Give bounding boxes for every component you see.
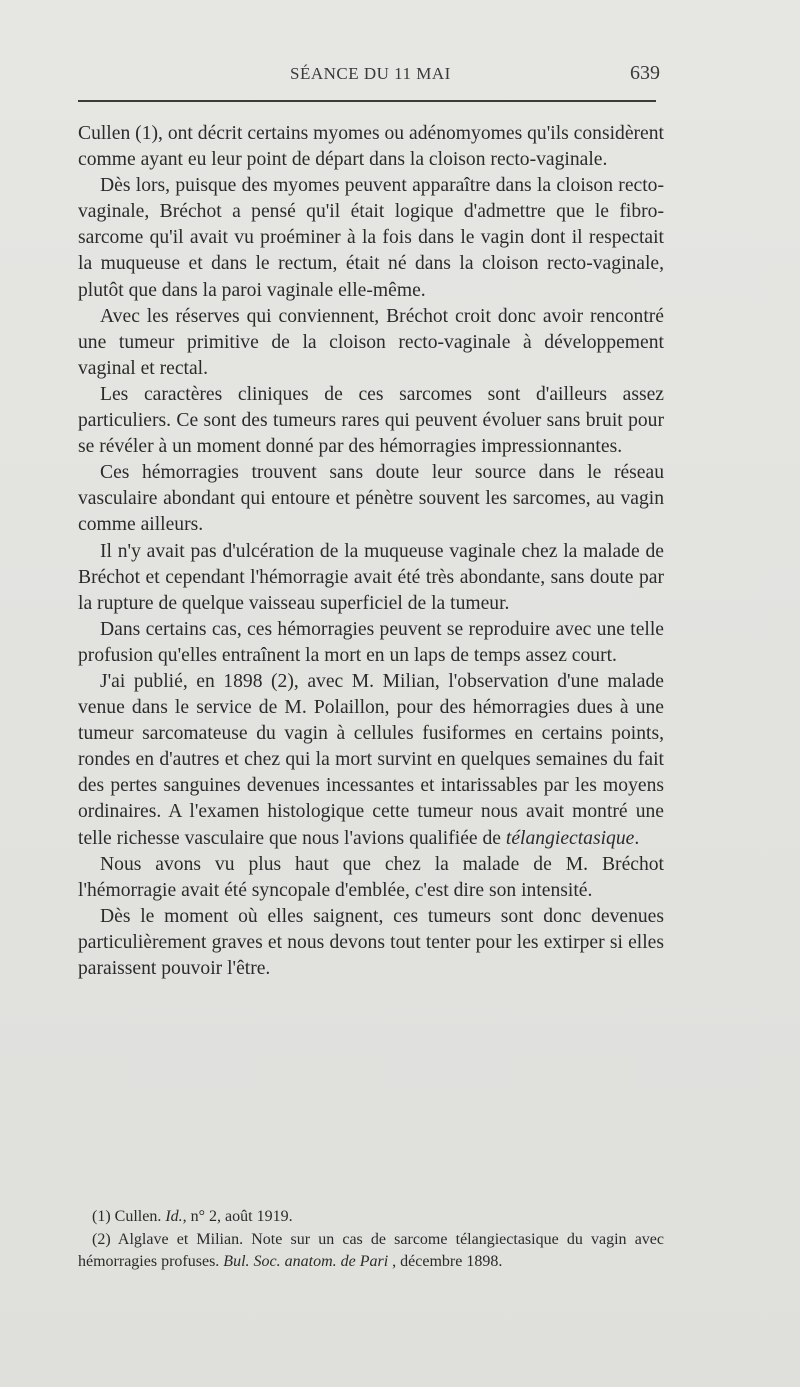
page-header	[0, 60, 800, 90]
footnote-2-end: , décembre 1898.	[392, 1253, 503, 1270]
paragraph-6: Il n'y avait pas d'ulcération de la muqueuse vaginale chez la malade de Bréchot et cependant l'hémorragie avait été très abondante, sans doute par la rupture de quelque vaisseau superficiel de la tumeur.	[78, 540, 664, 614]
paragraph-4: Les caractères cliniques de ces sarcomes sont d'ailleurs assez particuliers. Ce sont des tumeurs rares qui peuvent évoluer sans bruit pour se révéler à un moment donné par des hémorragies impressionnantes.	[78, 383, 664, 458]
paragraph-8-text: J'ai publié, en 1898 (2), avec M. Milian, l'observation d'une malade venue dans le service de M. Polaillon, pour des hémorragies dues à une tumeur sarcomateuse du vagin à cellules fusiformes en certains points, rondes en d'autres et chez qui la mort survint en quelques semaines du fait des pertes sanguines devenues incessantes et intarissables par les moyens ordinaires. A l'examen histologique cette tumeur nous avait montré une telle richesse vasculaire que nous l'avions qualifiée de	[78, 670, 664, 849]
footnote-1-end: , n° 2, août 1919.	[182, 1208, 293, 1225]
header-rule	[78, 100, 656, 102]
paragraph-8	[78, 669, 664, 852]
running-title: SÉANCE DU 11 MAI	[290, 64, 451, 83]
footnote-2	[78, 1229, 664, 1274]
paragraph-8-end: .	[634, 827, 640, 849]
body-text	[78, 121, 664, 982]
paragraph-10: Dès le moment où elles saignent, ces tumeurs sont donc devenues particulièrement graves et nous devons tout tenter pour les extirper si elles paraissent pouvoir l'être.	[78, 905, 664, 979]
paragraph-1: Cullen (1), ont décrit certains myomes ou adénomyomes qu'ils considèrent comme ayant eu leur point de départ dans la cloison recto-vaginale.	[78, 123, 664, 171]
page-number: 639	[630, 62, 660, 84]
paragraph-3: Avec les réserves qui conviennent, Bréchot croit donc avoir rencontré une tumeur primitive de la cloison recto-vaginale à développement vaginal et rectal.	[78, 305, 664, 379]
paragraph-8-italic-term: télangiectasique	[505, 827, 635, 849]
footnote-1-text: (1) Cullen.	[92, 1208, 162, 1225]
paragraph-9: Nous avons vu plus haut que chez la malade de M. Bréchot l'hémorragie avait été syncopale d'emblée, c'est dire son intensité.	[78, 853, 664, 901]
paragraph-7: Dans certains cas, ces hémorragies peuvent se reproduire avec une telle profusion qu'elles entraînent la mort en un laps de temps assez court.	[78, 618, 664, 666]
footnote-1-italic: Id.	[165, 1208, 183, 1225]
footnote-1	[78, 1206, 664, 1229]
paragraph-2: Dès lors, puisque des myomes peuvent apparaître dans la cloison recto-vaginale, Bréchot a pensé qu'il était logique d'admettre que le fibro-sarcome qu'il avait vu proéminer à la fois dans le vagin dont il respectait la muqueuse et dans le rectum, était né dans la cloison recto-vaginale, plutôt que dans la paroi vaginale elle-même.	[78, 175, 664, 301]
footnote-2-text: (2) Alglave et Milian. Note sur un cas de sarcome télangiectasique du vagin avec hémorragies profuses.	[78, 1230, 664, 1270]
footnotes	[78, 1206, 664, 1274]
paragraph-5: Ces hémorragies trouvent sans doute leur source dans le réseau vasculaire abondant qui entoure et pénètre souvent les sarcomes, au vagin comme ailleurs.	[78, 462, 664, 536]
footnote-2-italic: Bul. Soc. anatom. de Pari	[223, 1253, 389, 1270]
